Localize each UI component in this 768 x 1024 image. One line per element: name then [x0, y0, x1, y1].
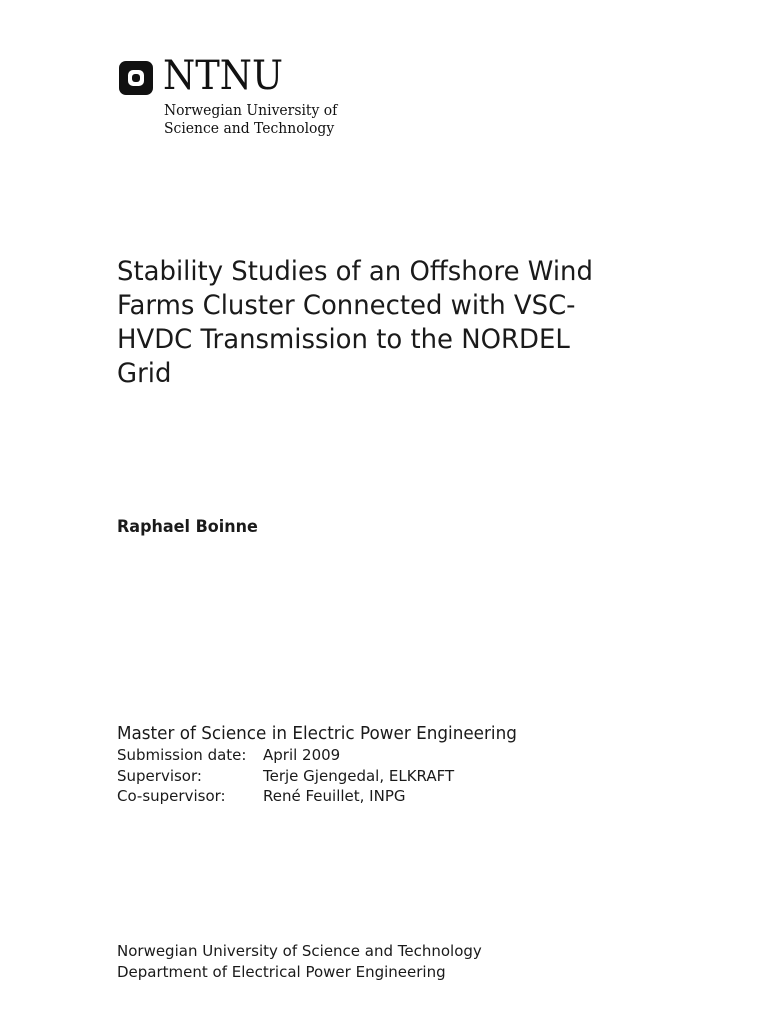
title-line: Grid	[117, 358, 172, 389]
submission-date-row	[117, 745, 454, 766]
meta-value: René Feuillet, INPG	[263, 787, 406, 805]
thesis-title	[117, 255, 616, 391]
meta-label: Supervisor:	[117, 766, 202, 785]
supervisor-row	[117, 766, 454, 787]
degree-program: Master of Science in Electric Power Engineering	[117, 724, 517, 744]
logo-name: NTNU	[163, 53, 283, 99]
ntnu-logo-icon	[119, 61, 153, 95]
title-line: HVDC Transmission to the NORDEL	[117, 324, 570, 355]
meta-label: Co-supervisor:	[117, 787, 226, 805]
co-supervisor-row	[117, 786, 454, 807]
institution-footer	[117, 941, 482, 983]
logo-subtitle-line-2: Science and Technology	[164, 121, 335, 137]
author-name: Raphael Boinne	[117, 517, 258, 537]
logo-subtitle	[164, 102, 337, 138]
meta-label: Submission date:	[117, 746, 247, 764]
thesis-metadata	[117, 745, 454, 807]
meta-value: Terje Gjengedal, ELKRAFT	[263, 766, 455, 785]
footer-department: Department of Electrical Power Engineering	[117, 963, 446, 981]
footer-university: Norwegian University of Science and Technology	[117, 942, 482, 960]
meta-value: April 2009	[263, 746, 341, 764]
logo-subtitle-line-1: Norwegian University of	[164, 103, 338, 119]
title-line: Stability Studies of an Offshore Wind	[117, 256, 593, 287]
title-line: Farms Cluster Connected with VSC-	[117, 290, 576, 321]
